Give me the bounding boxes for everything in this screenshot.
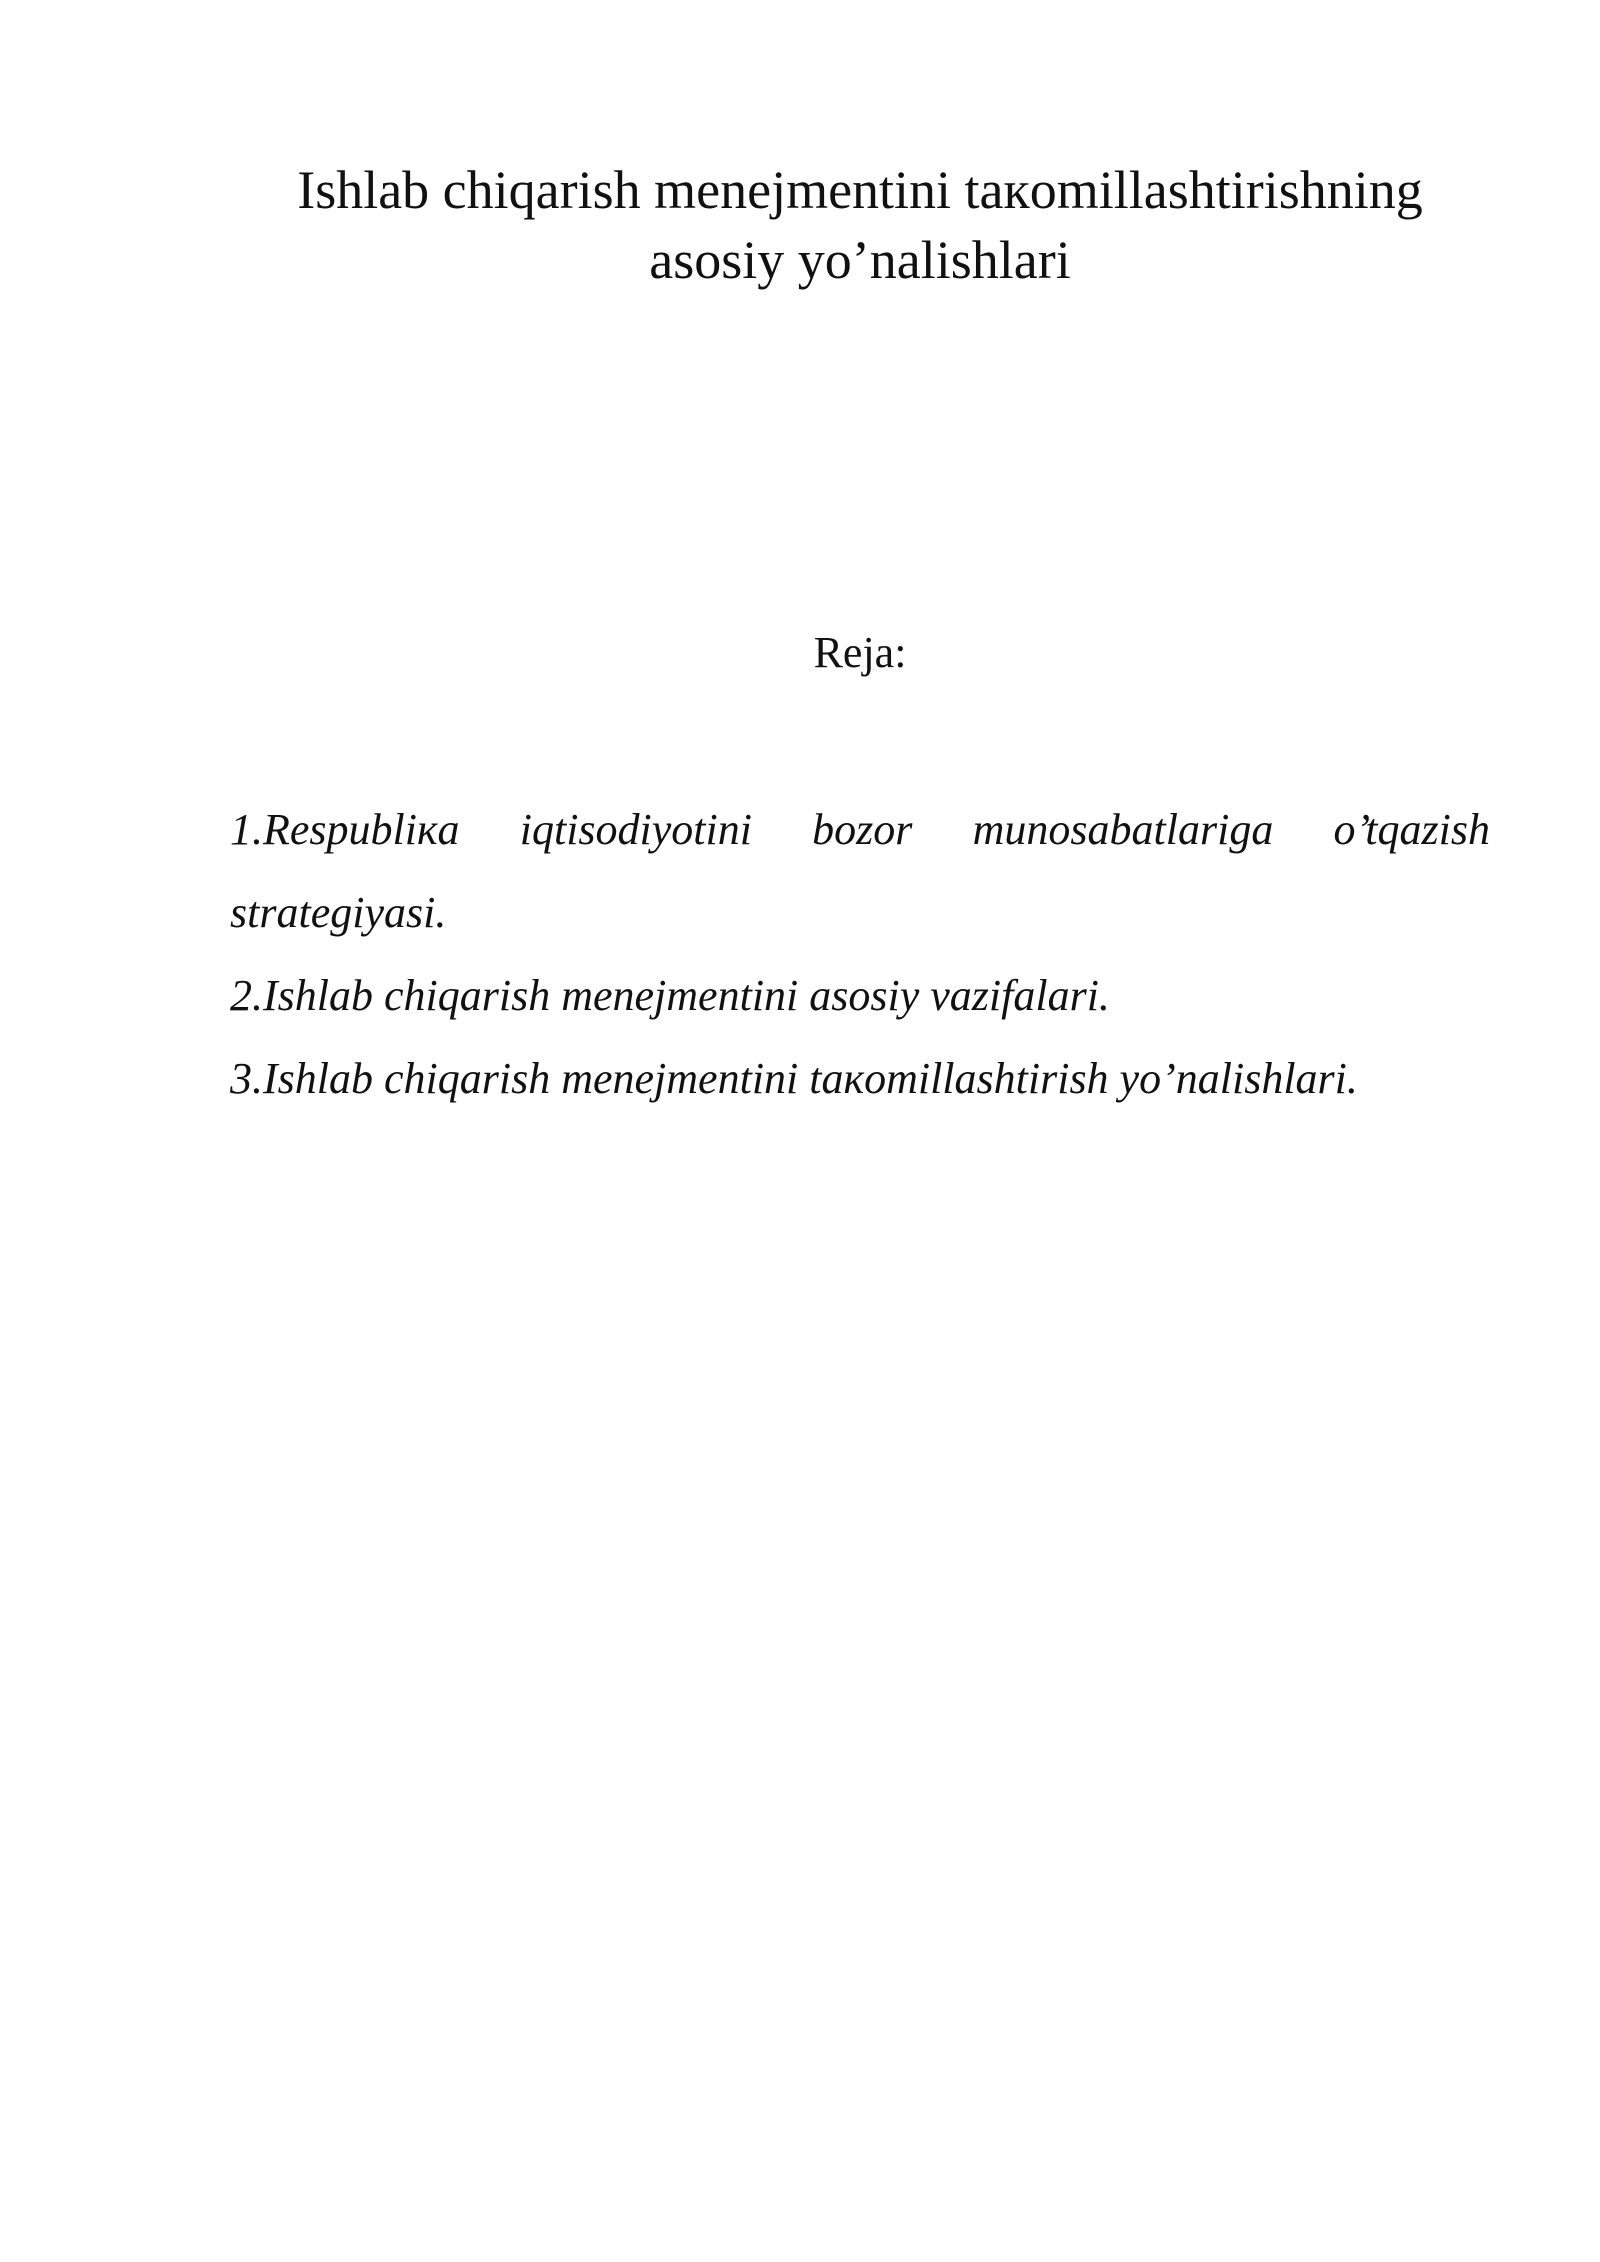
plan-item-1-line-2: strategiyasi. xyxy=(230,888,447,937)
title-line-1: Ishlab chiqarish menejmentini taкomillashtirishning xyxy=(297,160,1423,220)
plan-item-3: 3.Ishlab chiqarish menejmentini taкomillashtirish yo’nalishlari. xyxy=(230,1054,1358,1103)
title-line-2: asosiy yo’nalishlari xyxy=(649,230,1071,290)
plan-heading: Reja: xyxy=(813,628,907,677)
plan-list xyxy=(230,788,1490,1120)
plan-item-1-line-1: 1.Respubliкa iqtisodiyotini bozor munosabatlariga o’tqazish xyxy=(230,805,1490,854)
plan-item-2: 2.Ishlab chiqarish menejmentini asosiy vazifalari. xyxy=(230,971,1110,1020)
document-title xyxy=(200,155,1520,295)
